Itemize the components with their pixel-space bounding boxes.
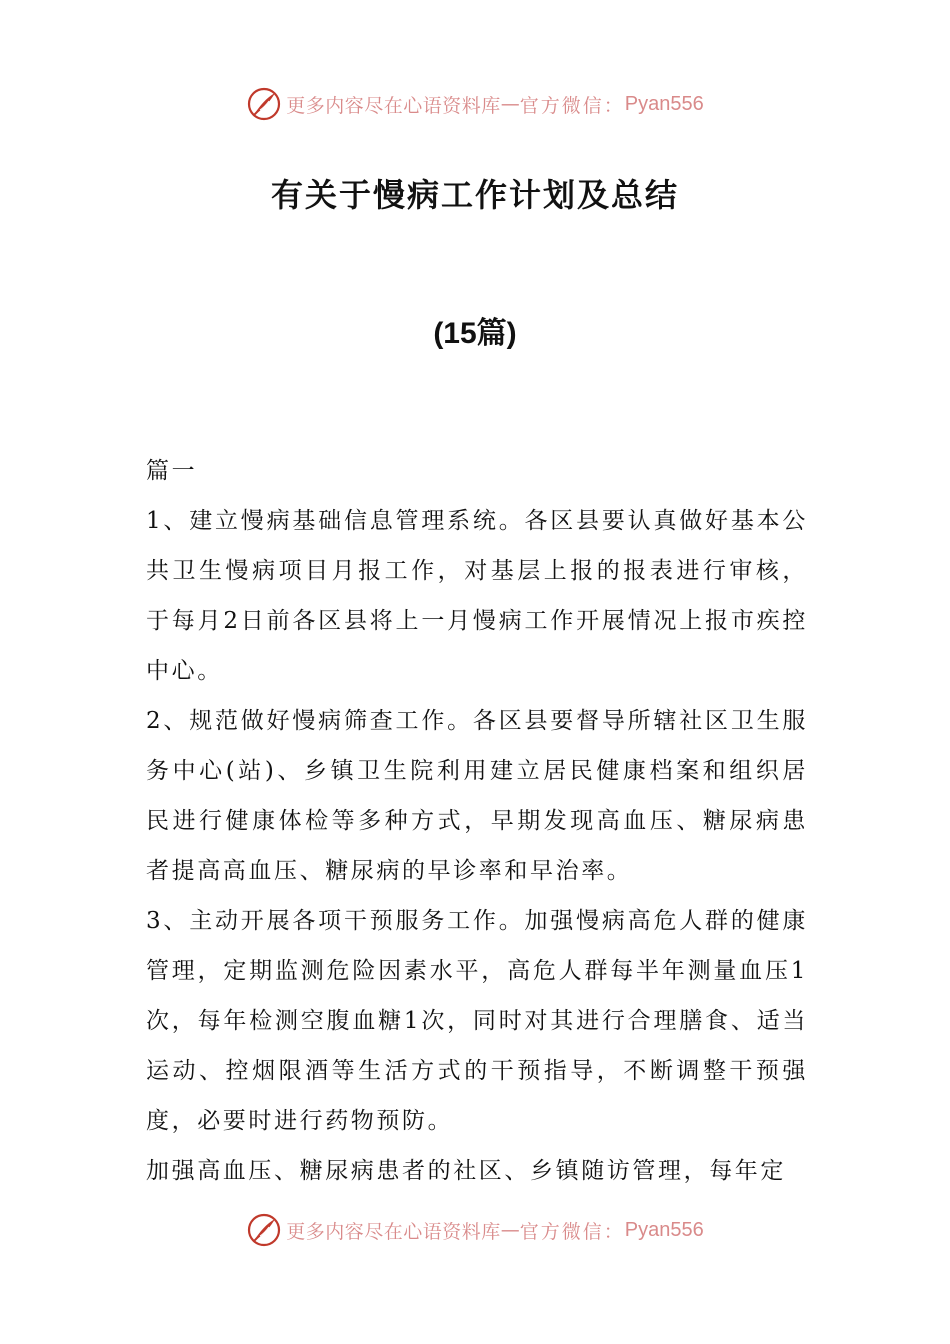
footer-wechat-id: Pyan556	[624, 1218, 704, 1241]
quill-logo-icon	[246, 86, 282, 122]
header-banner	[0, 82, 950, 126]
paragraph-3: 3、主动开展各项干预服务工作。加强慢病高危人群的健康管理，定期监测危险因素水平，高危人群每半年测量血压1次，每年检测空腹血糖1次，同时对其进行合理膳食、适当运动、控烟限酒等生活方式的干预指导，不断调整干预强度，必要时进行药物预防。	[146, 908, 808, 1134]
quill-logo-icon	[246, 1212, 282, 1248]
header-wechat-label: 官方微信：	[519, 94, 625, 117]
footer-separator: —	[500, 1219, 520, 1241]
paragraph-1: 1、建立慢病基础信息管理系统。各区县要认真做好基本公共卫生慢病项目月报工作，对基层上报的报表进行审核，于每月2日前各区县将上一月慢病工作开展情况上报市疾控中心。	[146, 508, 808, 684]
footer-slogan: 更多内容尽在心语资料库	[286, 1220, 501, 1243]
footer-banner	[0, 1208, 950, 1252]
header-wechat-id: Pyan556	[624, 92, 704, 115]
section-heading: 篇一	[146, 458, 198, 484]
paragraph-2: 2、规范做好慢病筛查工作。各区县要督导所辖社区卫生服务中心(站)、乡镇卫生院利用建立居民健康档案和组织居民进行健康体检等多种方式，早期发现高血压、糖尿病患者提高高血压、糖尿病的早诊率和早治率。	[146, 708, 808, 884]
paragraph-4: 加强高血压、糖尿病患者的社区、乡镇随访管理，每年定	[146, 1158, 786, 1184]
header-slogan: 更多内容尽在心语资料库	[286, 94, 501, 117]
document-title: 有关于慢病工作计划及总结	[270, 176, 679, 214]
footer-wechat-label: 官方微信：	[519, 1220, 625, 1243]
document-body	[146, 446, 808, 1196]
document-subtitle: (15篇)	[433, 317, 517, 350]
header-separator: —	[500, 93, 520, 115]
